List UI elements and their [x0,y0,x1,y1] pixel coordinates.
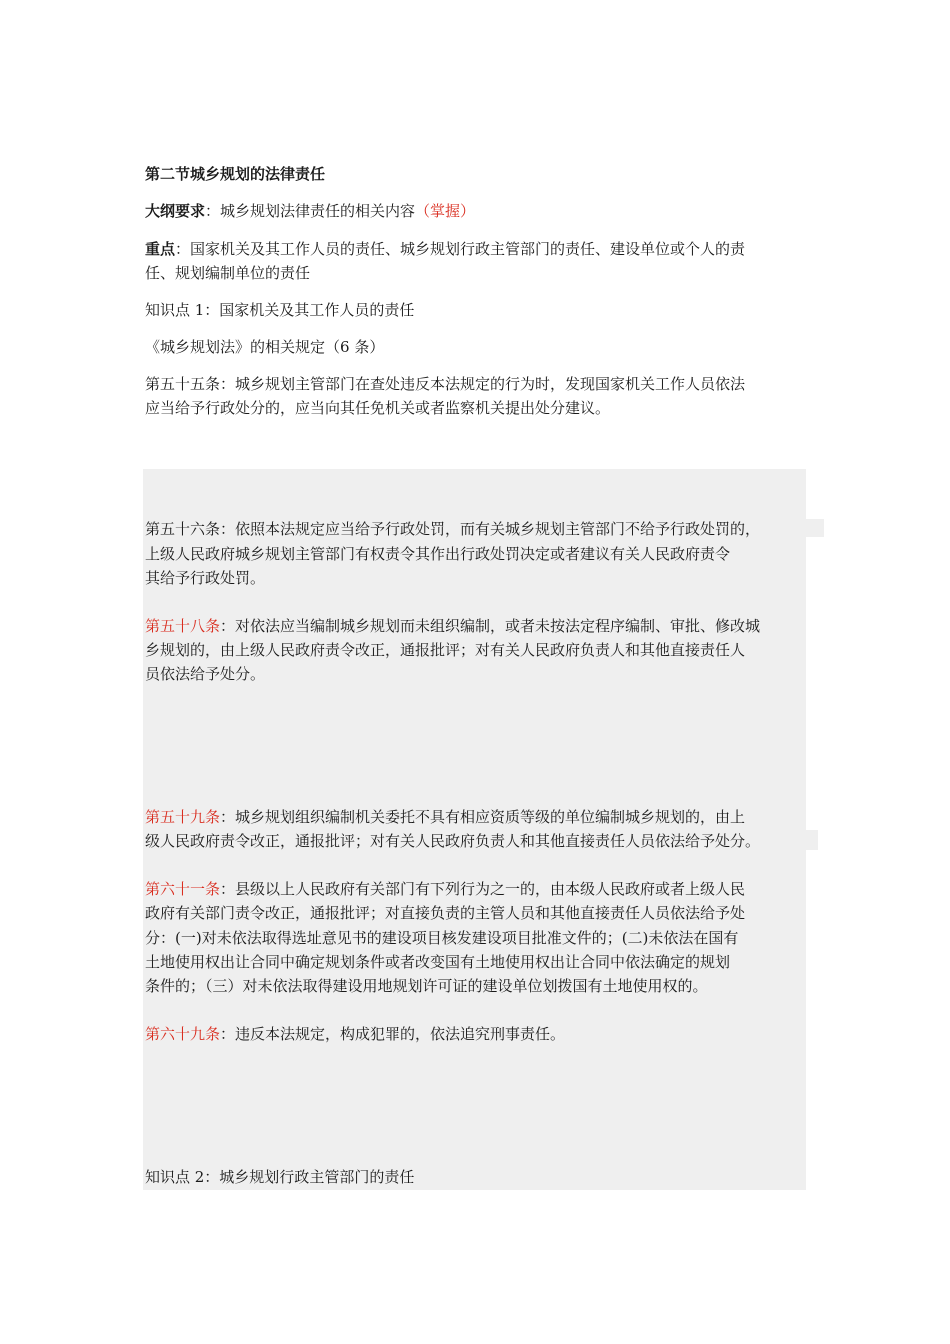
outline-sep: ： [205,202,221,220]
outline-label: 大纲要求 [145,202,206,220]
shaded-block-ext [806,519,824,537]
article-61-label: 第六十一条 [145,880,221,898]
article-58-line-1: 第五十八条：对依法应当编制城乡规划而未组织编制，或者未按法定程序编制、审批、修改城 [145,617,761,635]
keypoints-line-2: 任、规划编制单位的责任 [145,264,311,282]
keypoints-text-1: 国家机关及其工作人员的责任、城乡规划行政主管部门的责任、建设单位或个人的责 [190,240,746,258]
article-59-label: 第五十九条 [145,808,221,826]
article-56-line-2: 上级人民政府城乡规划主管部门有权责令其作出行政处罚决定或者建议有关人民政府责令 [145,545,731,563]
article-58-line-3: 员依法给予处分。 [145,665,266,683]
keypoints-label: 重点 [145,240,176,258]
outline-requirement [145,199,475,223]
article-55-line-2: 应当给予行政处分的，应当向其任免机关或者监察机关提出处分建议。 [145,399,611,417]
outline-text: 城乡规划法律责任的相关内容 [220,202,416,220]
article-56-line-1: 第五十六条：依照本法规定应当给予行政处罚，而有关城乡规划主管部门不给予行政处罚的， [145,520,761,538]
article-69-line-1: 第六十九条：违反本法规定，构成犯罪的，依法追究刑事责任。 [145,1025,566,1043]
shaded-block-ext [806,830,818,850]
article-56-line-3: 其给予行政处罚。 [145,569,266,587]
knowledge-point-2: 知识点 2：城乡规划行政主管部门的责任 [145,1168,415,1186]
keypoints-sep: ： [175,240,191,258]
article-61-line-1: 第六十一条：县级以上人民政府有关部门有下列行为之一的，由本级人民政府或者上级人民 [145,880,746,898]
article-59-line-1: 第五十九条：城乡规划组织编制机关委托不具有相应资质等级的单位编制城乡规划的，由上 [145,808,746,826]
article-61-line-2: 政府有关部门责令改正，通报批评；对直接负责的主管人员和其他直接责任人员依法给予处 [145,904,746,922]
knowledge-point-1: 知识点 1：国家机关及其工作人员的责任 [145,301,415,319]
article-58-line-2: 乡规划的，由上级人民政府责令改正，通报批评；对有关人民政府负责人和其他直接责任人 [145,641,746,659]
article-61-line-5: 条件的；（三）对未依法取得建设用地规划许可证的建设单位划拨国有土地使用权的。 [145,977,708,995]
keypoints-line-1 [145,237,745,261]
article-58-label: 第五十八条 [145,617,221,635]
outline-level: （掌握） [415,202,476,220]
article-59-line-2: 级人民政府责令改正，通报批评；对有关人民政府负责人和其他直接责任人员依法给予处分。 [145,832,761,850]
article-61-line-3: 分：(一)对未依法取得选址意见书的建设项目核发建设项目批准文件的；(二)未依法在国有 [145,929,739,947]
article-55-label: 第五十五条 [145,375,221,393]
law-reference: 《城乡规划法》的相关规定（6 条） [145,338,385,356]
article-61-line-4: 土地使用权出让合同中确定规划条件或者改变国有土地使用权出让合同中依法确定的规划 [145,953,731,971]
article-55-line-1: 第五十五条：城乡规划主管部门在查处违反本法规定的行为时，发现国家机关工作人员依法 [145,375,746,393]
article-69-label: 第六十九条 [145,1025,221,1043]
article-56-label: 第五十六条 [145,520,221,538]
section-title: 第二节城乡规划的法律责任 [145,165,326,183]
